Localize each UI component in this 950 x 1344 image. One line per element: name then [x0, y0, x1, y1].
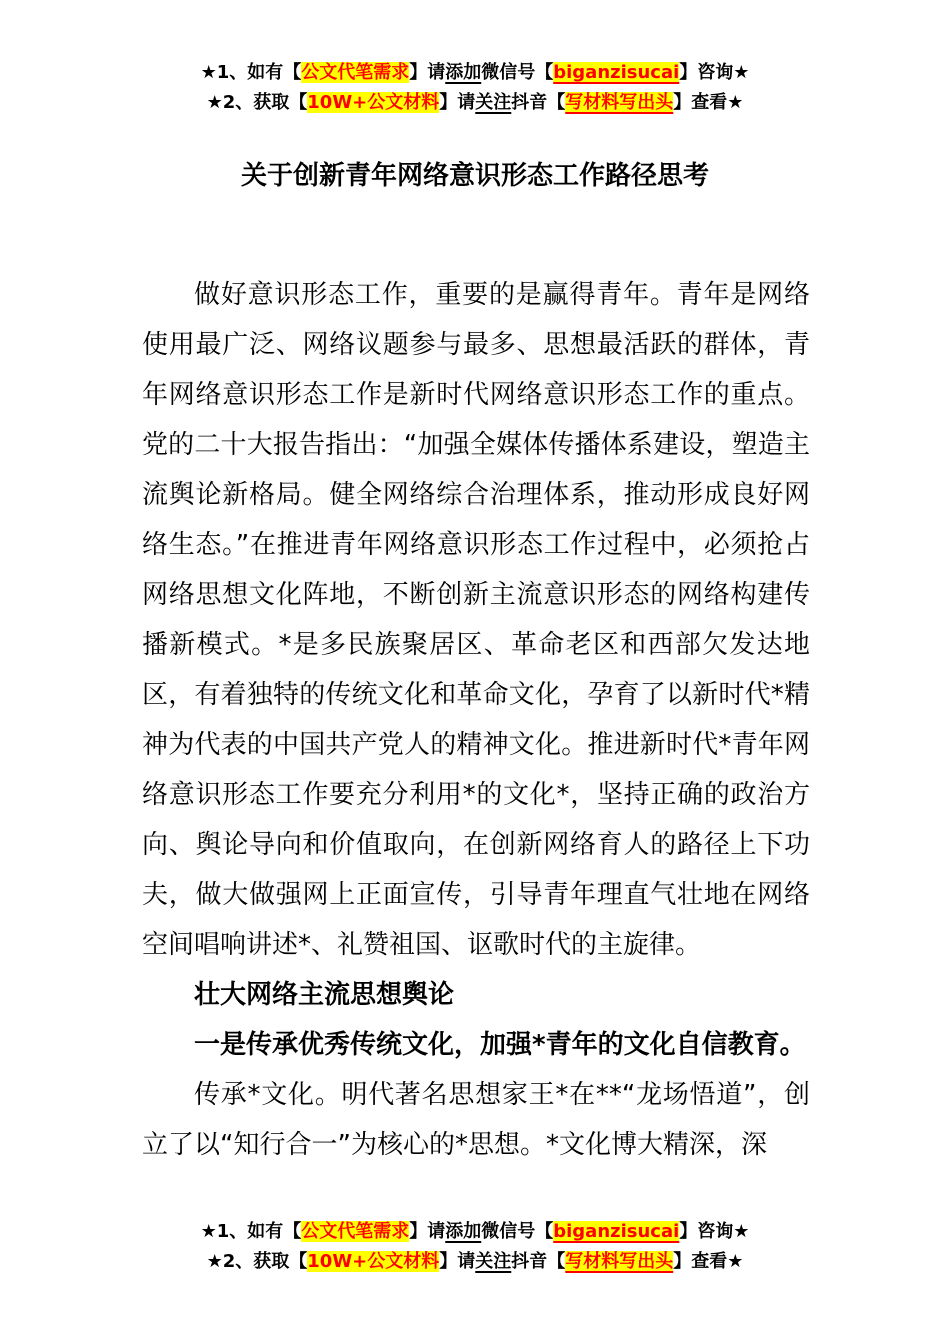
underlined-action-text: 添加 — [445, 1221, 482, 1242]
promo-text: ★2、获取【 — [206, 1251, 308, 1272]
promo-text: 】查看★ — [673, 92, 744, 113]
promo-header-line2 — [0, 88, 950, 118]
underlined-action-text: 添加 — [445, 62, 482, 83]
highlighted-service-text: 公文代笔需求 — [301, 1221, 410, 1242]
subsection-heading: 一是传承优秀传统文化，加强*青年的文化自信教育。 — [194, 1030, 806, 1060]
promo-text: 】请 — [439, 92, 476, 113]
douyin-id-text: 写材料写出头 — [565, 1251, 674, 1272]
promo-text: 微信号【 — [481, 62, 554, 83]
promo-text: 】请 — [439, 1251, 476, 1272]
promo-text: ★1、如有【 — [200, 1221, 302, 1242]
promo-text: ★2、获取【 — [206, 92, 308, 113]
promo-header-line1 — [0, 58, 950, 88]
highlighted-service-text: 10W+公文材料 — [307, 92, 440, 113]
document-title: 关于创新青年网络意识形态工作路径思考 — [240, 161, 709, 191]
douyin-id-text: 写材料写出头 — [565, 92, 674, 113]
underlined-action-text: 关注 — [475, 92, 512, 113]
promo-footer — [0, 1217, 950, 1277]
highlighted-service-text: 10W+公文材料 — [307, 1251, 440, 1272]
document-body — [142, 270, 810, 1170]
promo-text: ★1、如有【 — [200, 62, 302, 83]
promo-text: 】咨询★ — [679, 1221, 750, 1242]
wechat-id-text: biganzisucai — [553, 62, 680, 83]
promo-header — [0, 0, 950, 118]
promo-footer-line2 — [0, 1247, 950, 1277]
promo-footer-line1 — [0, 1217, 950, 1247]
promo-text: 抖音【 — [511, 92, 566, 113]
promo-text: 】咨询★ — [679, 62, 750, 83]
promo-text: 抖音【 — [511, 1251, 566, 1272]
wechat-id-text: biganzisucai — [553, 1221, 680, 1242]
promo-text: 】查看★ — [673, 1251, 744, 1272]
paragraph-culture: 传承*文化。明代著名思想家王*在**“龙场悟道”，创立了以“知行合一”为核心的*思想。*文化博大精深，深 — [142, 1080, 810, 1160]
promo-text: 】请 — [409, 62, 446, 83]
section-heading: 壮大网络主流思想舆论 — [194, 980, 455, 1010]
promo-text: 微信号【 — [481, 1221, 554, 1242]
underlined-action-text: 关注 — [475, 1251, 512, 1272]
promo-text: 】请 — [409, 1221, 446, 1242]
paragraph-intro: 做好意识形态工作，重要的是赢得青年。青年是网络使用最广泛、网络议题参与最多、思想最活跃的群体，青年网络意识形态工作是新时代网络意识形态工作的重点。党的二十大报告指出：“加强全媒体传播体系建设，塑造主流舆论新格局。健全网络综合治理体系，推动形成良好网络生态。”在推进青年网络意识形态工作过程中，必须抢占网络思想文化阵地，不断创新主流意识形态的网络构建传播新模式。*是多民族聚居区、革命老区和西部欠发达地区，有着独特的传统文化和革命文化，孕育了以新时代*精神为代表的中国共产党人的精神文化。推进新时代*青年网络意识形态工作要充分利用*的文化*，坚持正确的政治方向、舆论导向和价值取向，在创新网络育人的路径上下功夫，做大做强网上正面宣传，引导青年理直气壮地在网络空间唱响讲述*、礼赞祖国、讴歌时代的主旋律。 — [142, 280, 810, 960]
highlighted-service-text: 公文代笔需求 — [301, 62, 410, 83]
